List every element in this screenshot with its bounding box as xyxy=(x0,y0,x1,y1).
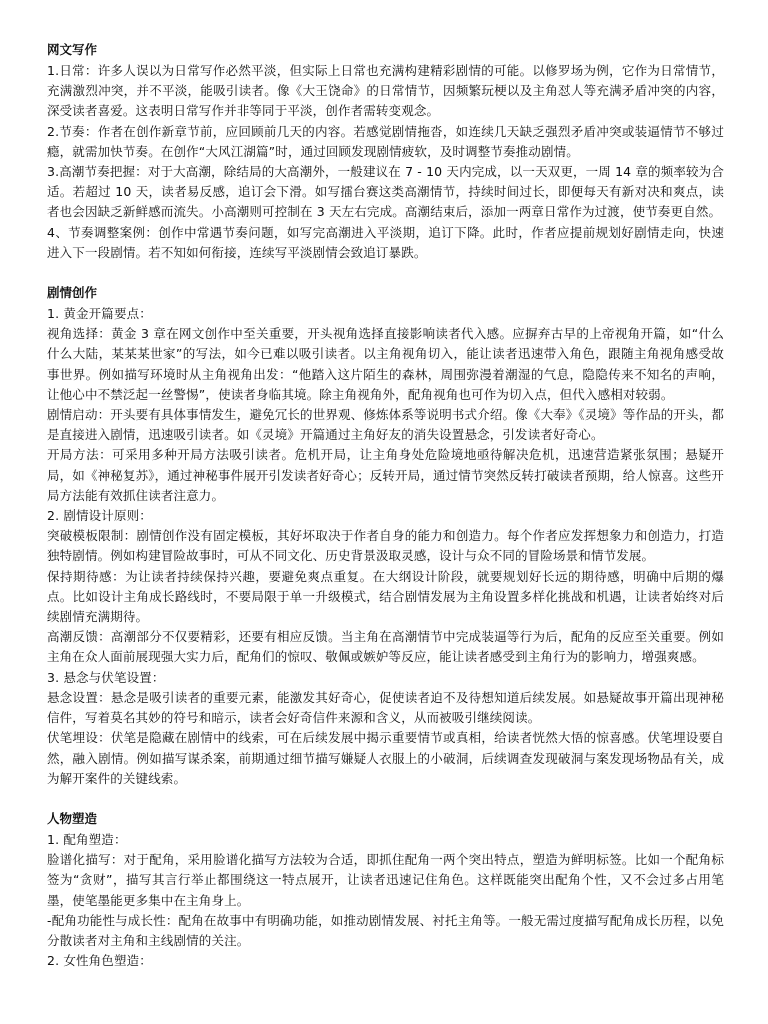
paragraph: 脸谱化描写：对于配角，采用脸谱化描写方法较为合适，即抓住配角一两个突出特点，塑造为鲜明标签。比如一个配角标签为“贪财”，描写其言行举止都围绕这一特点展开，让读者迅速记住角色。这样既能突出配角个性，又不会过多占用笔墨，使笔墨能更多集中在主角身上。 xyxy=(47,852,724,908)
paragraph: 2. 女性角色塑造： xyxy=(47,953,152,969)
paragraph: 突破模板限制：剧情创作没有固定模板，其好坏取决于作者自身的能力和创造力。每个作者应发挥想象力和创造力，打造独特剧情。例如构建冒险故事时，可从不同文化、历史背景汲取灵感，设计与众不同的冒险场景和情节发展。 xyxy=(47,528,724,564)
paragraph: 1. 黄金开篇要点： xyxy=(47,306,152,322)
paragraph: 4、节奏调整案例：创作中常遇节奏问题，如写完高潮进入平淡期，追订下降。此时，作者应提前规划好剧情走向，快速进入下一段剧情。若不知如何衔接，连续写平淡剧情会致追订暴跌。 xyxy=(47,224,724,260)
paragraph: 伏笔埋设：伏笔是隐藏在剧情中的线索，可在后续发展中揭示重要情节或真相，给读者恍然大悟的惊喜感。伏笔埋设要自然，融入剧情。例如描写谋杀案，前期通过细节描写嫌疑人衣服上的小破洞，后续调查发现破洞与案发现场物品有关，成为解开案件的关键线索。 xyxy=(47,730,724,786)
section-plot-creation xyxy=(47,283,724,789)
section-character-building xyxy=(47,809,724,971)
paragraph: 视角选择：黄金 3 章在网文创作中至关重要，开头视角选择直接影响读者代入感。应摒弃古早的上帝视角开篇，如“什么什么大陆，某某某世家”的写法，如今已难以吸引读者。以主角视角切入，能让读者迅速带入角色，跟随主角视角感受故事世界。例如描写环境时从主角视角出发：“他踏入这片陌生的森林，周围弥漫着潮湿的气息，隐隐传来不知名的声响，让他心中不禁泛起一丝警惕”，使读者身临其境。除主角视角外，配角视角也可作为切入点，但代入感相对较弱。 xyxy=(47,326,724,402)
section-spacer xyxy=(47,789,724,809)
paragraph: -配角功能性与成长性：配角在故事中有明确功能，如推动剧情发展、衬托主角等。一般无需过度描写配角成长历程，以免分散读者对主角和主线剧情的关注。 xyxy=(47,912,724,948)
paragraph: 1.日常：许多人误以为日常写作必然平淡，但实际上日常也充满构建精彩剧情的可能。以修罗场为例，它作为日常情节，充满激烈冲突，并不平淡，能吸引读者。像《大王饶命》的日常情节，因频繁玩梗以及主角怼人等充满矛盾冲突的内容，深受读者喜爱。这表明日常写作并非等同于平淡，创作者需转变观念。 xyxy=(47,63,724,119)
section-title: 网文写作 xyxy=(47,42,98,57)
paragraph: 保持期待感：为让读者持续保持兴趣，要避免爽点重复。在大纲设计阶段，就要规划好长远的期待感，明确中后期的爆点。比如设计主角成长路线时，不要局限于单一升级模式，结合剧情发展为主角设置多样化挑战和机遇，让读者始终对后续剧情充满期待。 xyxy=(47,568,724,625)
section-title: 人物塑造 xyxy=(47,810,98,826)
paragraph: 剧情启动：开头要有具体事情发生，避免冗长的世界观、修炼体系等说明书式介绍。像《大奉》《灵境》等作品的开头，都是直接进入剧情，迅速吸引读者。如《灵境》开篇通过主角好友的消失设置悬念，引发读者好奇心。 xyxy=(47,407,724,443)
paragraph: 3.高潮节奏把握：对于大高潮，除结局的大高潮外，一般建议在 7 - 10 天内完成，以一天双更，一周 14 章的频率较为合适。若超过 10 天，读者易反感，追订会下滑。如写擂台赛这类高潮情节，持续时间过长，即便每天有新对决和爽点，读者也会因缺乏新鲜感而流失。小高潮则可控制在 3 天左右完成。高潮结束后，添加一两章日常作为过渡，使节奏更自然。 xyxy=(47,164,724,220)
section-title: 剧情创作 xyxy=(47,285,98,301)
paragraph: 2.节奏：作者在创作新章节前，应回顾前几天的内容。若感觉剧情拖沓，如连续几天缺乏强烈矛盾冲突或装逼情节不够过瘾，就需加快节奏。在创作“大风江湖篇”时，通过回顾发现剧情疲软，及时调整节奏推动剧情。 xyxy=(47,123,724,159)
paragraph: 开局方法：可采用多种开局方法吸引读者。危机开局，让主角身处危险境地亟待解决危机，迅速营造紧张氛围；悬疑开局，如《神秘复苏》，通过神秘事件展开引发读者好奇心；反转开局，通过情节突然反转打破读者预期，给人惊喜。这些开局方法能有效抓住读者注意力。 xyxy=(47,447,724,503)
paragraph: 高潮反馈：高潮部分不仅要精彩，还要有相应反馈。当主角在高潮情节中完成装逼等行为后，配角的反应至关重要。例如主角在众人面前展现强大实力后，配角们的惊叹、敬佩或嫉妒等反应，能让读者感受到主角行为的影响力，增强爽感。 xyxy=(47,629,724,665)
paragraph: 2. 剧情设计原则： xyxy=(47,508,152,524)
section-web-writing xyxy=(47,40,724,263)
paragraph: 3. 悬念与伏笔设置： xyxy=(47,669,165,685)
paragraph: 悬念设置：悬念是吸引读者的重要元素，能激发其好奇心，促使读者迫不及待想知道后续发展。如悬疑故事开篇出现神秘信件，写着莫名其妙的符号和暗示，读者会好奇信件来源和含义，从而被吸引继续阅读。 xyxy=(47,689,724,726)
paragraph: 1. 配角塑造： xyxy=(47,831,127,847)
section-spacer xyxy=(47,263,724,283)
